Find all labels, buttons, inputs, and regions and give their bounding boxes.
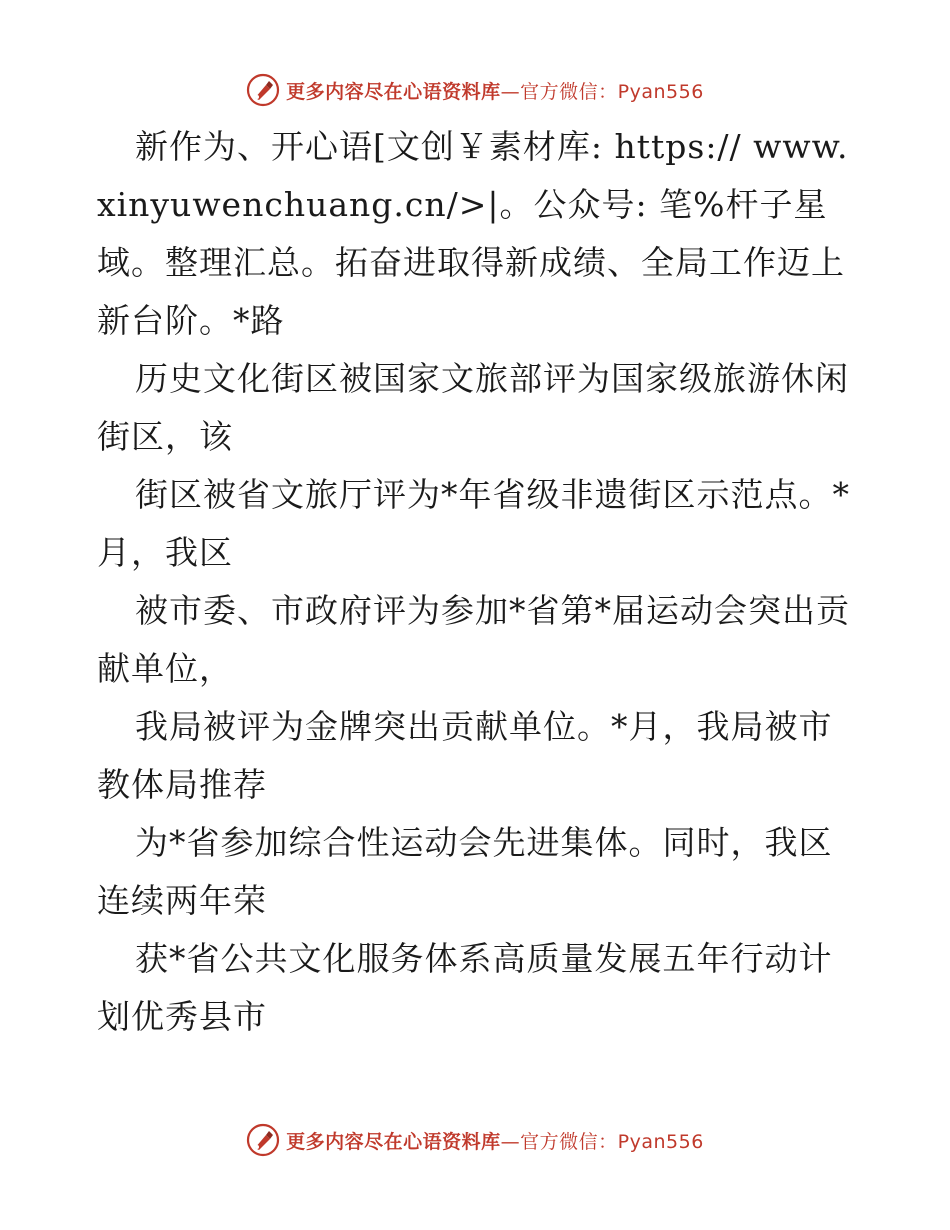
header-banner-text (286, 77, 704, 104)
pen-logo-icon (246, 1123, 280, 1157)
header-banner-wechat: 官方微信：Pyan556 (520, 80, 704, 103)
footer-banner-dash: — (500, 1130, 521, 1153)
paragraph-3: 街区被省文旅厅评为*年省级非遗街区示范点。*月，我区 (97, 475, 850, 572)
footer-banner-wechat: 官方微信：Pyan556 (520, 1130, 704, 1153)
footer-banner-text (286, 1127, 704, 1154)
footer-banner (0, 1120, 950, 1160)
pen-logo-icon (246, 73, 280, 107)
paragraph-7: 获*省公共文化服务体系高质量发展五年行动计划优秀县市 (97, 939, 833, 1036)
header-banner (0, 70, 950, 110)
header-banner-dash: — (500, 80, 521, 103)
paragraph-5: 我局被评为金牌突出贡献单位。*月，我局被市教体局推荐 (97, 707, 833, 804)
paragraph-2: 历史文化街区被国家文旅部评为国家级旅游休闲街区，该 (97, 359, 849, 456)
footer-banner-main: 更多内容尽在心语资料库 (286, 1130, 501, 1153)
document-body (97, 118, 857, 1046)
paragraph-4: 被市委、市政府评为参加*省第*届运动会突出贡献单位， (97, 591, 850, 688)
header-banner-main: 更多内容尽在心语资料库 (286, 80, 501, 103)
paragraph-6: 为*省参加综合性运动会先进集体。同时，我区连续两年荣 (97, 823, 833, 920)
paragraph-1: 新作为、开心语[文创￥素材库: https:// www.xinyuwenchuang.cn/>|。公众号: 笔%杆子星域。整理汇总。拓奋进取得新成绩、全局工作迈上新台阶。*路 (97, 127, 849, 340)
